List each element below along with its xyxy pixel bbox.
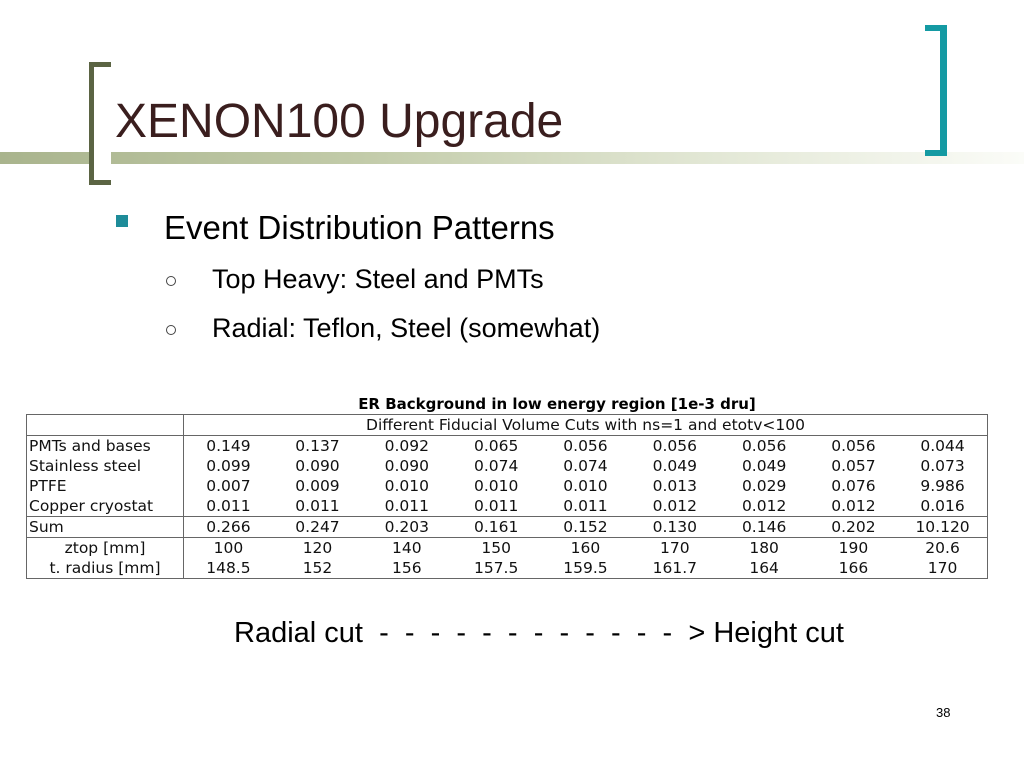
row-label: PMTs and bases [27, 436, 184, 457]
row-label: PTFE [27, 476, 184, 496]
circle-bullet-icon [166, 276, 176, 286]
table-cell: 0.049 [652, 457, 697, 475]
table-row [27, 517, 988, 538]
table-cell: 0.056 [719, 436, 808, 457]
table-cell: 0.012 [831, 497, 876, 515]
table-cell: 156 [392, 559, 422, 577]
table-cell: 190 [809, 538, 898, 559]
circle-bullet-icon [166, 325, 176, 335]
table-cell: 9.986 [920, 477, 965, 495]
table-cell: 0.056 [541, 436, 630, 457]
table-cell: 0.016 [920, 497, 965, 515]
table-title: ER Background in low energy region [1e-3 dru] [358, 395, 756, 413]
table-cell: 0.011 [473, 497, 519, 515]
table-cell: 0.011 [563, 497, 608, 515]
table-row [27, 496, 988, 517]
table-cell: 100 [184, 538, 273, 559]
table-cell: 0.074 [473, 457, 519, 475]
table-cell: 0.056 [809, 436, 898, 457]
square-bullet-icon [116, 215, 128, 227]
data-table [26, 414, 988, 579]
row-label: Sum [27, 517, 184, 538]
table-cell: 140 [362, 538, 451, 559]
table-cell: 0.029 [741, 477, 787, 495]
table-cell: 0.202 [809, 517, 898, 538]
cut-direction-label: Radial cut - - - - - - - - - - - - > Height cut [234, 617, 844, 649]
table-cell: 0.092 [362, 436, 451, 457]
row-label: t. radius [mm] [27, 558, 184, 579]
table-cell: 0.074 [563, 457, 608, 475]
table-cell: 0.149 [184, 436, 273, 457]
table-cell: 180 [719, 538, 808, 559]
table-cell: 159.5 [563, 559, 608, 577]
table-cell: 0.130 [630, 517, 719, 538]
left-bracket-decoration [89, 62, 111, 185]
table-cell: 0.009 [295, 477, 340, 495]
table-cell: 166 [838, 559, 869, 577]
slide-title: XENON100 Upgrade [115, 95, 564, 148]
table-row [27, 558, 988, 579]
table-cell: 0.137 [273, 436, 362, 457]
table-cell: 0.049 [741, 457, 787, 475]
sub-bullet-text: Radial: Teflon, Steel (somewhat) [212, 313, 601, 343]
table-cell: 0.247 [273, 517, 362, 538]
table-cell: 0.090 [384, 457, 429, 475]
row-label: Copper cryostat [27, 496, 184, 517]
background-table [26, 394, 988, 579]
table-cell: 0.076 [831, 477, 876, 495]
table-cell: 0.007 [206, 477, 251, 495]
title-underline-bar [0, 152, 1024, 164]
table-cell: 0.090 [295, 457, 340, 475]
table-cell: 0.010 [384, 477, 429, 495]
table-cell: 0.011 [295, 497, 340, 515]
table-row [27, 456, 988, 476]
table-cell: 0.065 [451, 436, 540, 457]
table-cell: 0.266 [184, 517, 273, 538]
table-cell: 152 [302, 559, 333, 577]
table-row [27, 476, 988, 496]
row-label: Stainless steel [27, 456, 184, 476]
table-cell: 0.057 [831, 457, 876, 475]
page-number: 38 [936, 705, 951, 720]
table-cell: 161.7 [652, 559, 697, 577]
table-cell: 0.013 [652, 477, 697, 495]
table-cell: 0.012 [652, 497, 697, 515]
table-cell: 148.5 [206, 559, 251, 577]
table-cell: 0.073 [920, 457, 965, 475]
table-cell: 10.120 [898, 517, 987, 538]
bullet-text: Event Distribution Patterns [164, 209, 555, 246]
table-cell: 0.044 [898, 436, 987, 457]
table-cell: 0.203 [362, 517, 451, 538]
table-cell: 0.056 [630, 436, 719, 457]
table-cell: 120 [273, 538, 362, 559]
table-corner-cell [27, 415, 184, 436]
sub-bullet-text: Top Heavy: Steel and PMTs [212, 264, 544, 294]
table-cell: 157.5 [473, 559, 519, 577]
table-subtitle: Different Fiducial Volume Cuts with ns=1 and etotv<100 [184, 415, 988, 436]
table-cell: 0.011 [206, 497, 251, 515]
row-label: ztop [mm] [27, 538, 184, 559]
table-cell: 150 [451, 538, 540, 559]
right-bracket-decoration [925, 25, 947, 156]
table-cell: 0.010 [563, 477, 608, 495]
table-cell: 0.010 [473, 477, 519, 495]
table-cell: 0.012 [741, 497, 787, 515]
table-cell: 160 [541, 538, 630, 559]
table-cell: 0.099 [206, 457, 251, 475]
table-cell: 164 [749, 559, 779, 577]
bullet-event-distribution [116, 209, 555, 246]
table-cell: 170 [630, 538, 719, 559]
table-cell: 0.152 [541, 517, 630, 538]
table-cell: 170 [927, 559, 958, 577]
table-row [27, 436, 988, 457]
table-cell: 20.6 [898, 538, 987, 559]
table-cell: 0.011 [384, 497, 429, 515]
table-row [27, 538, 988, 559]
table-cell: 0.161 [451, 517, 540, 538]
table-cell: 0.146 [719, 517, 808, 538]
